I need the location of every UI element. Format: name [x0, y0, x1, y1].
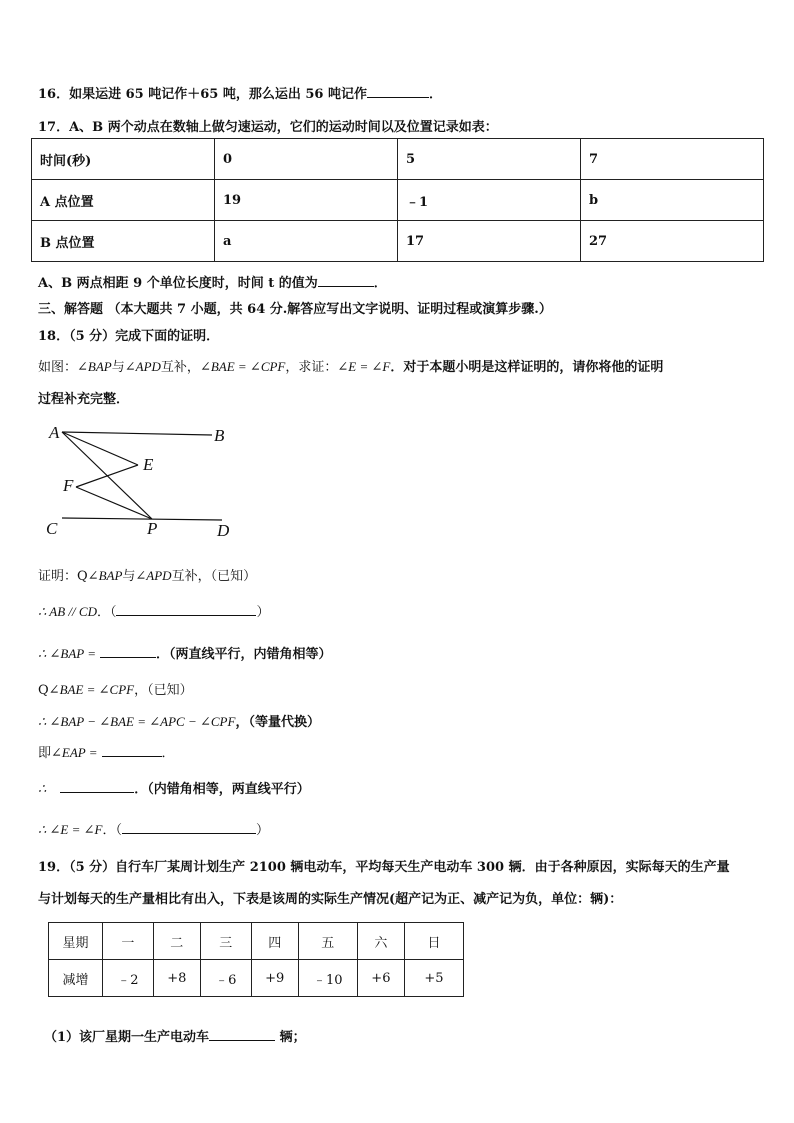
point-label-A: A — [49, 423, 60, 442]
text: ．对于本题小明是这样证明的，请你将他的证明 — [390, 360, 664, 375]
answer-blank-angle[interactable] — [100, 645, 156, 658]
text: 即 — [38, 746, 52, 761]
segment-AE — [62, 432, 138, 465]
math: ∠APD — [135, 568, 172, 583]
math: ∠APD — [124, 359, 161, 374]
math: ∠BAE = ∠CPF — [48, 682, 135, 697]
text: ） — [256, 605, 270, 620]
table-row — [49, 960, 464, 997]
table-cell: ﹣1 — [398, 180, 581, 221]
table-cell: 19 — [215, 180, 398, 221]
text: ．（内错角相等，两直线平行） — [134, 782, 310, 797]
q17-end: ． — [373, 276, 387, 291]
q19-sub-1 — [44, 1026, 306, 1045]
proof-step-8 — [38, 819, 269, 838]
line-AB — [62, 432, 212, 435]
text: ） — [255, 823, 269, 838]
q16-answer-blank[interactable] — [367, 85, 429, 98]
table-cell: 星期 — [49, 923, 103, 960]
math: ∠BAE = ∠CPF — [199, 359, 286, 374]
table-cell: ﹣2 — [103, 960, 154, 997]
answer-blank-eap[interactable] — [102, 744, 162, 757]
table-row — [49, 923, 464, 960]
text: 与 — [122, 569, 136, 584]
answer-blank-parallel[interactable] — [60, 780, 134, 793]
text: 与 — [111, 360, 125, 375]
text: ．（ — [96, 605, 117, 620]
math: ∴ ∠E = ∠F — [38, 822, 103, 837]
table-cell: +5 — [405, 960, 464, 997]
table-cell: A 点位置 — [32, 180, 215, 221]
math: ∠BAP — [87, 568, 123, 583]
proof-step-2 — [38, 601, 269, 620]
math: ∠E = ∠F — [337, 359, 391, 374]
text: ．（两直线平行，内错角相等） — [156, 647, 332, 662]
proof-step-1 — [38, 565, 256, 584]
table-cell: 一 — [103, 923, 154, 960]
table-cell: +6 — [357, 960, 404, 997]
table-cell: 五 — [298, 923, 357, 960]
text: （1）该厂星期一生产电动车 — [44, 1030, 210, 1045]
math: ∴ AB // CD — [38, 604, 97, 619]
proof-step-7 — [38, 778, 310, 797]
table-row — [32, 221, 764, 262]
q18-statement — [38, 356, 663, 375]
table-cell: 0 — [215, 139, 398, 180]
q17-question — [38, 272, 387, 291]
text: ，求证： — [285, 360, 338, 375]
table-row — [32, 180, 764, 221]
table-cell: +9 — [251, 960, 298, 997]
table-cell: 5 — [398, 139, 581, 180]
table-cell: 四 — [251, 923, 298, 960]
text: ，（已知） — [134, 683, 193, 698]
table-cell: 17 — [398, 221, 581, 262]
table-cell: b — [581, 180, 764, 221]
q19-line-1: 19．（5 分）自行车厂某周计划生产 2100 辆电动车，平均每天生产电动车 300 辆．由于各种原因，实际每天的生产量 — [38, 860, 730, 875]
math: ∴ — [38, 781, 47, 796]
q17-intro: 17．A、B 两个动点在数轴上做匀速运动，它们的运动时间以及位置记录如表： — [38, 120, 498, 135]
table-cell: B 点位置 — [32, 221, 215, 262]
table-cell: 减增 — [49, 960, 103, 997]
table-cell: a — [215, 221, 398, 262]
q17-answer-blank[interactable] — [318, 274, 374, 287]
table-cell: 六 — [357, 923, 404, 960]
proof-step-3 — [38, 643, 332, 662]
geometry-figure — [40, 420, 240, 545]
math: ∴ ∠BAP − ∠BAE = ∠APC − ∠CPF — [38, 714, 236, 729]
table-row — [32, 139, 764, 180]
point-label-C: C — [46, 519, 58, 538]
section-3-heading: 三、解答题 （本大题共 7 小题，共 64 分.解答应写出文字说明、证明过程或演算步骤.） — [38, 302, 552, 317]
proof-step-6 — [38, 742, 175, 761]
point-label-F: F — [63, 476, 74, 495]
proof-step-5 — [38, 711, 320, 730]
math: ∠BAP — [77, 359, 112, 374]
segment-EF — [76, 465, 138, 487]
math: ∠EAP = — [51, 745, 98, 760]
text: 互补， — [160, 360, 200, 375]
reason-blank-2[interactable] — [122, 821, 256, 834]
q18-statement-cont: 过程补充完整． — [38, 392, 130, 407]
point-label-P: P — [147, 519, 158, 538]
point-label-D: D — [217, 521, 230, 540]
text: 辆； — [275, 1030, 306, 1045]
q19-table — [48, 922, 464, 997]
text: Q — [38, 683, 49, 698]
q16-text: 16．如果运进 65 吨记作＋65 吨，那么运出 56 吨记作 — [38, 87, 367, 102]
point-label-E: E — [143, 455, 154, 474]
table-cell: ﹣10 — [298, 960, 357, 997]
table-cell: 27 — [581, 221, 764, 262]
table-cell: 日 — [405, 923, 464, 960]
q18-heading: 18．（5 分）完成下面的证明． — [38, 329, 220, 344]
q19-answer-blank[interactable] — [209, 1028, 275, 1041]
text: 如图： — [38, 360, 78, 375]
math: ∴ ∠BAP = — [38, 646, 97, 661]
text: ，（等量代换） — [235, 715, 320, 730]
segment-FP — [76, 487, 152, 519]
table-cell: 三 — [200, 923, 251, 960]
q19-line-2: 与计划每天的生产量相比有出入，下表是该周的实际生产情况(超产记为正、减产记为负，单位：辆)： — [38, 892, 623, 907]
text: ． — [161, 746, 175, 761]
table-cell: 7 — [581, 139, 764, 180]
reason-blank-1[interactable] — [116, 603, 256, 616]
q16-end: ． — [429, 87, 443, 102]
proof-step-4 — [38, 679, 193, 698]
q16-line — [38, 83, 442, 102]
table-cell: 二 — [153, 923, 200, 960]
point-label-B: B — [214, 426, 225, 445]
text: 证明：Q — [38, 569, 88, 584]
text: ．（ — [102, 823, 122, 838]
table-cell: ﹣6 — [200, 960, 251, 997]
q17-table — [31, 138, 764, 262]
table-cell: 时间(秒) — [32, 139, 215, 180]
line-CD — [62, 518, 222, 520]
text: 互补，（已知） — [171, 569, 257, 584]
q17-question-text: A、B 两点相距 9 个单位长度时，时间 t 的值为 — [38, 276, 318, 291]
table-cell: +8 — [153, 960, 200, 997]
